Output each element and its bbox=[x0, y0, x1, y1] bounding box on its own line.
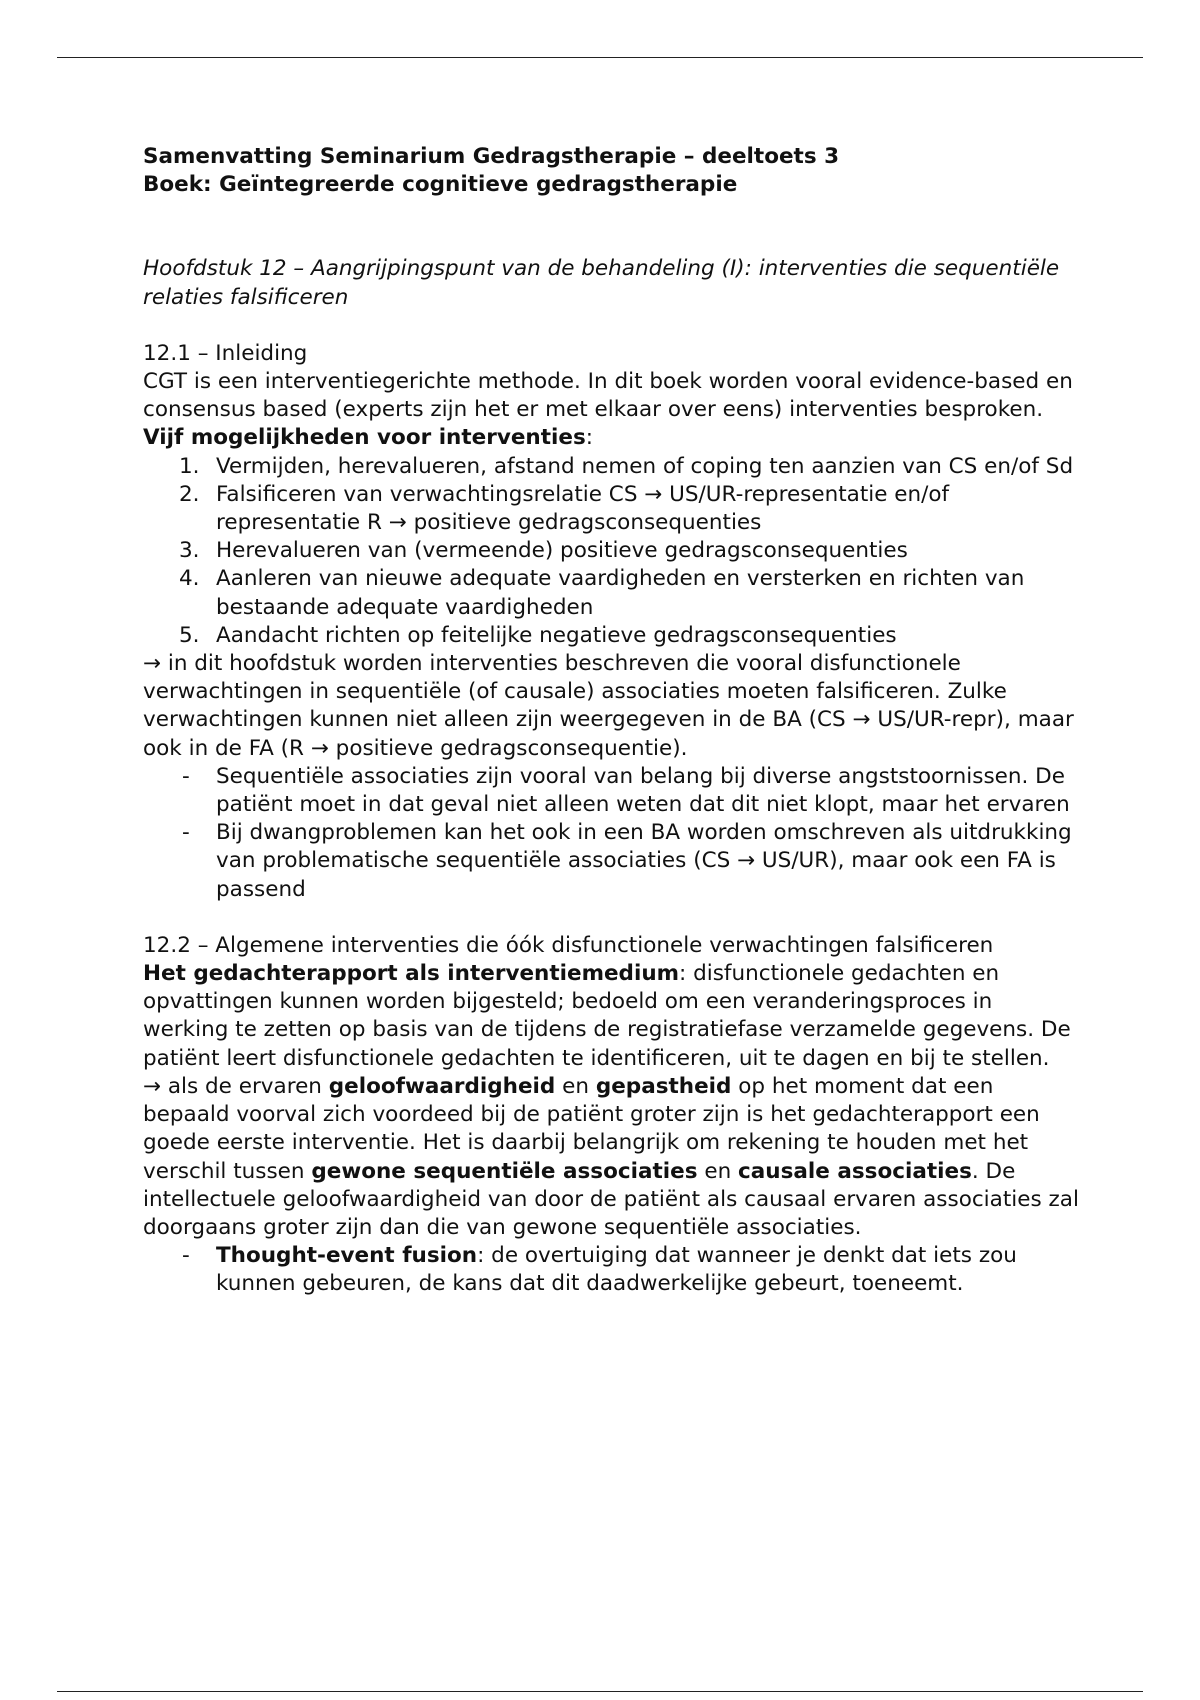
list-item: 1. Vermijden, herevalueren, afstand nemen of coping ten aanzien van CS en/of Sd bbox=[179, 453, 1074, 479]
fusion-bullets bbox=[143, 1242, 1083, 1298]
associations-bullets bbox=[143, 763, 1083, 904]
chapter-summary: → in dit hoofdstuk worden interventies beschreven die vooral disfunctionele verwachtingen in sequentiële (of causale) associaties moeten falsificeren. Zulke verwachtingen kunnen niet alleen zijn weergegeven in de BA (CS → US/UR-repr), maar ook in de FA (R → positieve gedragsconsequentie). bbox=[143, 651, 1074, 761]
section-12-1-heading: 12.1 – Inleiding bbox=[143, 340, 308, 366]
section-12-2-heading: 12.2 – Algemene interventies die óók disfunctionele verwachtingen falsificeren bbox=[143, 932, 994, 958]
list-item: 4. Aanleren van nieuwe adequate vaardigheden en versterken en richten van bestaande adequate vaardigheden bbox=[179, 566, 1025, 620]
list-item: 2. Falsificeren van verwachtingsrelatie CS → US/UR-representatie en/of representatie R → positieve gedragsconsequenties bbox=[179, 481, 950, 536]
credibility-paragraph: → als de ervaren geloofwaardigheid en gepastheid op het moment dat een bepaald voorval zich voordeed bij de patiënt groter zijn is het gedachterapport een goede eerste interventie. Het is daarbij belangrijk om rekening te houden met het verschil tussen gewone sequentiële associaties en causale associaties. De intellectuele geloofwaardigheid van door de patiënt als causaal ervaren associaties zal doorgaans groter zijn dan die van gewone sequentiële associaties. bbox=[143, 1073, 1079, 1240]
list-item: 3. Herevalueren van (vermeende) positieve gedragsconsequenties bbox=[179, 538, 908, 564]
list-item: - Thought-event fusion: de overtuiging dat wanneer je denkt dat iets zou kunnen gebeuren, de kans dat dit daadwerkelijke gebeurt, toeneemt. bbox=[182, 1243, 1017, 1297]
thought-report-paragraph: Het gedachterapport als interventiemedium: disfunctionele gedachten en opvattingen kunnen worden bijgesteld; bedoeld om een veranderingsproces in werking te zetten op basis van de tijdens de registratiefase verzamelde gegevens. De patiënt leert disfunctionele gedachten te identificeren, uit te dagen en bij te stellen. bbox=[143, 961, 1071, 1071]
document-body bbox=[143, 143, 1083, 1299]
chapter-title: Hoofdstuk 12 – Aangrijpingspunt van de behandeling (I): interventies die sequentiële relaties falsificeren bbox=[143, 256, 1060, 310]
book-title: Boek: Geïntegreerde cognitieve gedragstherapie bbox=[143, 172, 738, 198]
list-item: - Sequentiële associaties zijn vooral van belang bij diverse angststoornissen. De patiënt moet in dat geval niet alleen weten dat dit niet klopt, maar het ervaren bbox=[182, 763, 1070, 818]
interventions-list bbox=[143, 453, 1083, 650]
list-item: - Bij dwangproblemen kan het ook in een BA worden omschreven als uitdrukking van problematische sequentiële associaties (CS → US/UR), maar ook een FA is passend bbox=[182, 820, 1072, 902]
section-12-1-intro: CGT is een interventiegerichte methode. In dit boek worden vooral evidence-based en consensus based (experts zijn het er met elkaar over eens) interventies besproken. bbox=[143, 369, 1073, 423]
document-title: Samenvatting Seminarium Gedragstherapie – deeltoets 3 bbox=[143, 144, 840, 169]
list-item: 5. Aandacht richten op feitelijke negatieve gedragsconsequenties bbox=[179, 622, 897, 648]
bottom-rule bbox=[57, 1691, 1143, 1692]
top-rule bbox=[57, 57, 1143, 58]
interventions-list-title: Vijf mogelijkheden voor interventies: bbox=[143, 425, 594, 451]
